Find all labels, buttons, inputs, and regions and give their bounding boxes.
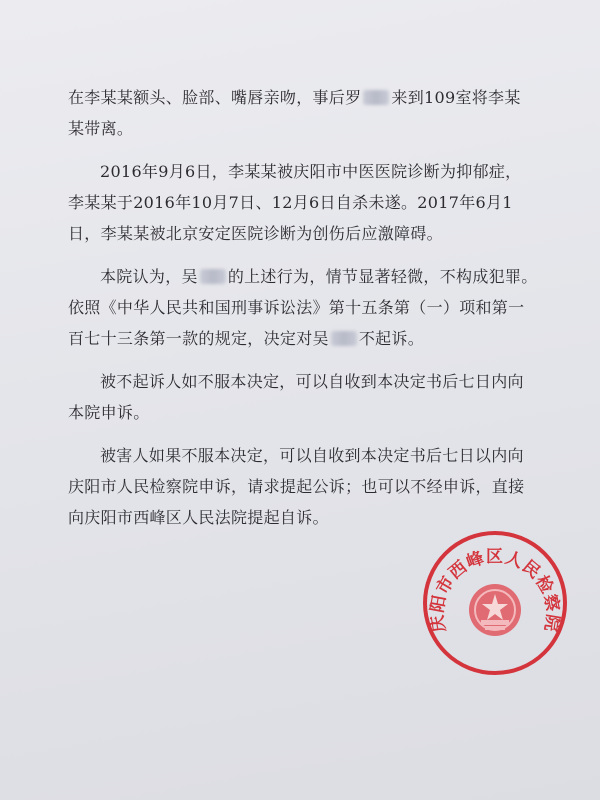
redaction-blur bbox=[331, 331, 357, 346]
text-line bbox=[68, 440, 568, 471]
text-segment: 在李某某额头、脸部、嘴唇亲吻，事后罗 bbox=[68, 88, 362, 107]
paragraph bbox=[68, 440, 568, 533]
text-segment: 本院申诉。 bbox=[68, 403, 150, 422]
text-line bbox=[68, 397, 568, 428]
text-line bbox=[68, 261, 568, 292]
text-segment: 庆阳市人民检察院申诉，请求提起公诉；也可以不经申诉，直接 bbox=[68, 477, 525, 496]
text-line bbox=[68, 113, 568, 144]
redaction-blur bbox=[200, 269, 226, 284]
redaction-blur bbox=[363, 90, 389, 105]
text-segment: 2016年9月6日，李某某被庆阳市中医医院诊断为抑郁症， bbox=[100, 162, 522, 181]
text-segment: 某带离。 bbox=[68, 119, 134, 138]
document-body bbox=[68, 82, 568, 545]
national-emblem-icon bbox=[469, 584, 521, 636]
paragraph bbox=[68, 261, 568, 354]
text-line bbox=[68, 323, 568, 354]
paragraph bbox=[68, 156, 568, 249]
text-line bbox=[68, 187, 568, 218]
seal-text: 庆阳市西峰区人民检察院 bbox=[427, 546, 563, 634]
paragraph bbox=[68, 82, 568, 144]
text-line bbox=[68, 292, 568, 323]
text-segment: 日，李某某被北京安定医院诊断为创伤后应激障碍。 bbox=[68, 224, 443, 243]
text-segment: 的上述行为，情节显著轻微，不构成犯罪。 bbox=[227, 267, 538, 286]
official-seal bbox=[420, 528, 570, 678]
paragraph bbox=[68, 366, 568, 428]
text-segment: 本院认为，吴 bbox=[100, 267, 198, 286]
text-segment: 被不起诉人如不服本决定，可以自收到本决定书后七日内向 bbox=[100, 372, 524, 391]
text-line bbox=[68, 471, 568, 502]
text-segment: 百七十三条第一款的规定，决定对吴 bbox=[68, 329, 329, 348]
text-line bbox=[68, 218, 568, 249]
text-line bbox=[68, 156, 568, 187]
text-line bbox=[68, 82, 568, 113]
text-segment: 依照《中华人民共和国刑事诉讼法》第十五条第（一）项和第一 bbox=[68, 298, 525, 317]
text-segment: 不起诉。 bbox=[358, 329, 425, 348]
text-segment: 李某某于2016年10月7日、12月6日自杀未遂。2017年6月1 bbox=[68, 193, 513, 212]
text-segment: 来到109室将李某 bbox=[391, 88, 521, 107]
text-segment: 向庆阳市西峰区人民法院提起自诉。 bbox=[68, 508, 329, 527]
text-line bbox=[68, 366, 568, 397]
text-segment: 被害人如果不服本决定，可以自收到本决定书后七日以内向 bbox=[100, 446, 524, 465]
